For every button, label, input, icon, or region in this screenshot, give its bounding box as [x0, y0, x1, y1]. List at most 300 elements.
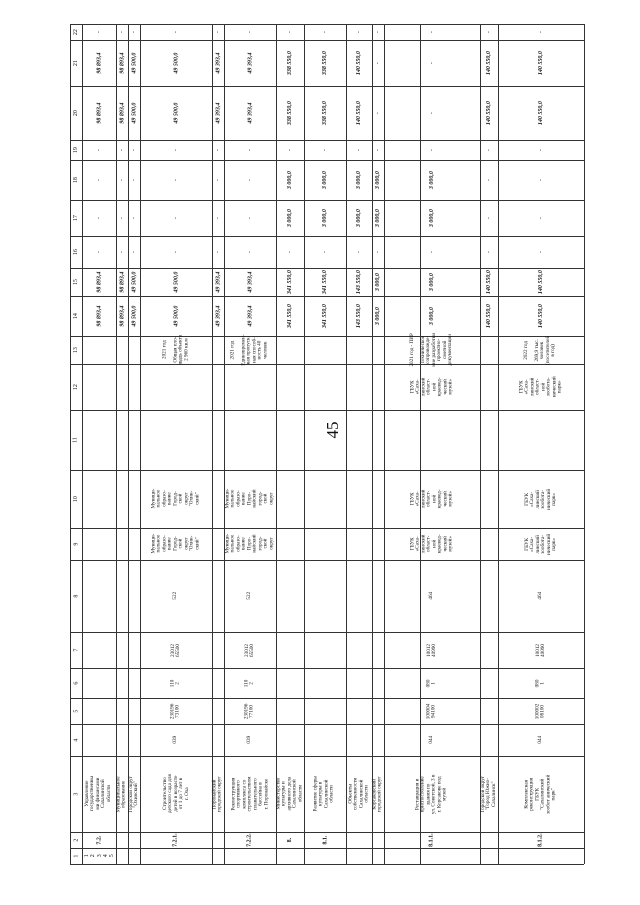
cell-r3-col18 — [128, 160, 140, 200]
cell-r8-col20-text: 338 550,0 — [321, 100, 328, 125]
cell-r1-col2 — [82, 832, 116, 848]
cell-r7-col22 — [276, 24, 304, 40]
cell-r2-col20 — [116, 86, 128, 140]
cell-r13-col7 — [498, 632, 584, 668]
cell-r4-col14 — [140, 296, 212, 336]
cell-r1-col19-text: - — [95, 148, 102, 151]
cell-r3-col22 — [128, 24, 140, 40]
cell-r1-col17 — [82, 200, 116, 236]
column-header-21 — [70, 40, 82, 86]
cell-r11-col12-text: ГБУК «Саха- линский област- ной краевед- ческий музей» — [409, 377, 454, 397]
cell-r8-col16 — [304, 236, 346, 268]
cell-r2-col14 — [116, 296, 128, 336]
cell-r13-col20 — [498, 86, 584, 140]
cell-r13-col15-text: 140 550,0 — [537, 269, 544, 294]
cell-r13-col15 — [498, 268, 584, 296]
cell-r7-col16-text: - — [286, 250, 293, 253]
cell-r10-col17 — [372, 200, 384, 236]
cell-r4-col21 — [140, 40, 212, 86]
cell-r9-col22-text: - — [355, 30, 362, 33]
cell-r4-col10 — [140, 470, 212, 528]
cell-r2-col15-text: 98 893,4 — [118, 271, 125, 293]
cell-r7-col19-text: - — [286, 148, 293, 151]
cell-r12-col16 — [480, 236, 498, 268]
table-row-border — [584, 24, 585, 864]
cell-r11-col16 — [384, 236, 480, 268]
cell-r5-col14-text: 49 393,4 — [214, 305, 221, 327]
cell-r10-col3 — [372, 756, 384, 832]
column-header-15 — [70, 268, 82, 296]
cell-r13-col14 — [498, 296, 584, 336]
cell-r13-col9-text: ГБУК «Саха- линский зообота- нический парк» — [523, 533, 557, 555]
cell-r12-col3-text: Городской округ "Город Южно- Сахалинск" — [479, 775, 497, 813]
cell-r11-col2-text: 8.1.1. — [428, 833, 435, 847]
cell-r5-col22 — [212, 24, 224, 40]
cell-r4-col8 — [140, 560, 212, 632]
cell-r13-col2-text: 8.1.2. — [537, 833, 544, 847]
cell-r7-col20-text: 338 550,0 — [286, 100, 293, 125]
cell-r8-col15-text: 341 550,0 — [321, 269, 328, 294]
cell-r2-col19 — [116, 140, 128, 160]
cell-r10-col19-text: - — [374, 148, 381, 151]
column-header-1 — [70, 848, 82, 864]
cell-r10-col15-text: 3 000,0 — [374, 272, 381, 291]
column-header-14-text: 14 — [72, 312, 79, 319]
cell-r8-col22-text: - — [321, 30, 328, 33]
cell-r13-col3-text: Комплексная реконструкция ГБУК "Сахалинский зообот анический парк" — [523, 774, 557, 814]
cell-r4-col10-text: Муници- пальное образо- вание Город- ской округ "Охин- ский" — [150, 489, 201, 509]
column-header-3-text: 3 — [72, 792, 79, 796]
column-header-5-text: 5 — [72, 709, 79, 713]
cell-r7-col16 — [276, 236, 304, 268]
cell-r10-col17-text: 3 000,0 — [374, 208, 381, 227]
column-header-12-text: 12 — [72, 383, 79, 390]
cell-r7-col15 — [276, 268, 304, 296]
cell-r5-col3-text: Поронайский городской округ — [211, 776, 224, 812]
cell-r3-col14-text: 49 500,0 — [130, 305, 137, 327]
cell-r9-col19-text: - — [355, 148, 362, 151]
cell-r11-col13-text: 2021 год - ПИР Техническое сопровожде- ние разработки проектно- сметной документации — [409, 333, 454, 367]
column-header-11 — [70, 410, 82, 470]
cell-r9-col22 — [346, 24, 372, 40]
cell-r3-col21 — [128, 40, 140, 86]
cell-r11-col17 — [384, 200, 480, 236]
cell-r11-col5-text: 100004 94100 — [425, 703, 437, 719]
cell-r7-col22-text: - — [286, 30, 293, 33]
cell-r1-col22-text: - — [95, 30, 102, 33]
cell-r9-col3-text: Объекты собственности Сахалинской области — [347, 777, 370, 811]
cell-r8-col18-text: 3 000,0 — [321, 170, 328, 189]
cell-r13-col6 — [498, 668, 584, 698]
cell-r11-col22 — [384, 24, 480, 40]
cell-r8-col21 — [304, 40, 346, 86]
cell-r13-col13 — [498, 336, 584, 364]
cell-r13-col2 — [498, 832, 584, 848]
cell-r6-col16 — [224, 236, 276, 268]
cell-r9-col19 — [346, 140, 372, 160]
cell-r7-col17 — [276, 200, 304, 236]
cell-r3-col3-text: Городской округ "Охинский" — [127, 775, 139, 813]
column-header-7 — [70, 632, 82, 668]
cell-r11-col18 — [384, 160, 480, 200]
cell-r6-col15 — [224, 268, 276, 296]
cell-r3-col15-text: 49 500,0 — [130, 271, 137, 293]
cell-r6-col5 — [224, 698, 276, 724]
cell-r5-col16-text: - — [214, 250, 221, 253]
cell-r10-col21 — [372, 40, 384, 86]
cell-r13-col10 — [498, 470, 584, 528]
cell-r11-col7 — [384, 632, 480, 668]
cell-r6-col21 — [224, 40, 276, 86]
cell-r2-col18 — [116, 160, 128, 200]
cell-r10-col20-text: - — [374, 111, 381, 114]
cell-r4-col19 — [140, 140, 212, 160]
cell-r7-col15-text: 341 550,0 — [286, 269, 293, 294]
cell-r7-col19 — [276, 140, 304, 160]
cell-r4-col4 — [140, 724, 212, 756]
cell-r9-col14 — [346, 296, 372, 336]
cell-r8-col14 — [304, 296, 346, 336]
cell-r6-col17-text: - — [246, 216, 253, 219]
cell-r7-col17-text: 3 000,0 — [286, 208, 293, 227]
cell-r12-col15 — [480, 268, 498, 296]
cell-r7-col2 — [276, 832, 304, 848]
cell-r1-col17-text: - — [95, 216, 102, 219]
cell-r6-col8-text: 522 — [246, 592, 253, 600]
cell-r4-col2-text: 7.2.1. — [172, 833, 179, 847]
cell-r4-col18-text: - — [172, 178, 179, 181]
cell-r1-col22 — [82, 24, 116, 40]
cell-r11-col15-text: 3 000,0 — [428, 272, 435, 291]
cell-r1-col15 — [82, 268, 116, 296]
cell-r8-col16-text: - — [321, 250, 328, 253]
cell-r6-col3 — [224, 756, 276, 832]
cell-r3-col16 — [128, 236, 140, 268]
cell-r2-col17-text: - — [118, 216, 125, 219]
cell-r1-col14-text: 98 893,4 — [95, 305, 102, 327]
cell-r3-col16-text: - — [130, 250, 137, 253]
cell-r11-col21-text: - — [428, 61, 435, 64]
cell-r5-col21 — [212, 40, 224, 86]
cell-r2-col22 — [116, 24, 128, 40]
cell-r6-col14-text: 49 393,4 — [246, 305, 253, 327]
cell-r4-col21-text: 49 500,0 — [172, 52, 179, 74]
cell-r13-col21 — [498, 40, 584, 86]
cell-r4-col22-text: - — [172, 30, 179, 33]
cell-r10-col22 — [372, 24, 384, 40]
cell-r6-col7-text: 23012 65500 — [243, 643, 255, 657]
cell-r13-col10-text: ГБУК «Саха- линский зообота- нический парк» — [523, 488, 557, 510]
cell-r11-col13 — [384, 333, 480, 367]
cell-r6-col7 — [224, 632, 276, 668]
cell-r9-col20-text: 140 550,0 — [355, 100, 362, 125]
column-header-12 — [70, 364, 82, 410]
cell-r4-col3 — [140, 756, 212, 832]
cell-r10-col18-text: 3 000,0 — [374, 170, 381, 189]
cell-r6-col20 — [224, 86, 276, 140]
cell-r11-col6-text: 080 1 — [425, 679, 437, 687]
cell-r13-col16 — [498, 236, 584, 268]
cell-r1-col18-text: - — [95, 178, 102, 181]
cell-r11-col19 — [384, 140, 480, 160]
cell-r3-col14 — [128, 296, 140, 336]
cell-r2-col15 — [116, 268, 128, 296]
cell-r6-col6 — [224, 668, 276, 698]
cell-r5-col14 — [212, 296, 224, 336]
cell-r9-col16 — [346, 236, 372, 268]
column-header-18-text: 18 — [72, 176, 79, 183]
cell-r2-col21 — [116, 40, 128, 86]
cell-r6-col20-text: 49 393,4 — [246, 102, 253, 124]
column-header-19 — [70, 140, 82, 160]
cell-r2-col17 — [116, 200, 128, 236]
cell-r13-col16-text: - — [537, 250, 544, 253]
cell-r10-col15 — [372, 268, 384, 296]
column-header-20 — [70, 86, 82, 140]
cell-r10-col3-text: Корсаковский городской округ — [371, 776, 384, 812]
cell-r12-col14-text: 140 550,0 — [485, 303, 492, 328]
cell-r4-col7-text: 23012 65500 — [169, 643, 181, 657]
cell-r3-col17-text: - — [130, 216, 137, 219]
cell-r5-col17 — [212, 200, 224, 236]
column-header-20-text: 20 — [72, 109, 79, 116]
cell-r13-col22-text: - — [537, 30, 544, 33]
cell-r10-col21-text: - — [374, 61, 381, 64]
cell-r6-col13 — [224, 336, 276, 364]
column-header-6-text: 6 — [72, 681, 79, 685]
cell-r4-col16-text: - — [172, 250, 179, 253]
cell-r12-col14 — [480, 296, 498, 336]
cell-r11-col9-text: ГБУК «Саха- линский област- ной краевед- ческий музей» — [409, 534, 454, 554]
cell-r8-col22 — [304, 24, 346, 40]
cell-r11-col14-text: 3 000,0 — [428, 306, 435, 325]
column-header-2 — [70, 832, 82, 848]
cell-r10-col14 — [372, 296, 384, 336]
cell-r2-col22-text: - — [118, 30, 125, 33]
cell-r12-col17-text: - — [485, 216, 492, 219]
cell-r13-col9 — [498, 528, 584, 560]
cell-r8-col17-text: 3 000,0 — [321, 208, 328, 227]
cell-r11-col17-text: 3 000,0 — [428, 208, 435, 227]
cell-r3-col21-text: 49 500,0 — [130, 52, 137, 74]
cell-r5-col15 — [212, 268, 224, 296]
cell-r4-col4-text: 039 — [172, 736, 179, 744]
column-header-7-text: 7 — [72, 648, 79, 652]
cell-r9-col15 — [346, 268, 372, 296]
cell-r12-col21 — [480, 40, 498, 86]
cell-r4-col13-text: 2021 год Общая пло- щадь объекта 2 960 кв.м — [161, 335, 190, 365]
cell-r2-col3-text: Муниципальное образование — [115, 776, 127, 812]
cell-r11-col3 — [384, 756, 480, 832]
cell-r12-col21-text: 140 550,0 — [485, 50, 492, 75]
cell-r6-col4 — [224, 724, 276, 756]
cell-r7-col21 — [276, 40, 304, 86]
cell-r11-col8 — [384, 560, 480, 632]
cell-r11-col20 — [384, 86, 480, 140]
cell-r1-col15-text: 98 893,4 — [95, 271, 102, 293]
cell-r9-col16-text: - — [355, 250, 362, 253]
column-header-13 — [70, 336, 82, 364]
cell-r9-col14-text: 143 550,0 — [355, 303, 362, 328]
cell-r4-col5 — [140, 698, 212, 724]
page-number: 45 — [323, 421, 342, 439]
cell-r7-col2-text: 8. — [286, 837, 293, 843]
column-header-6 — [70, 668, 82, 698]
cell-r3-col18-text: - — [130, 178, 137, 181]
cell-r12-col18-text: - — [485, 178, 492, 181]
cell-r5-col20-text: 49 393,4 — [214, 102, 221, 124]
cell-r1-col1 — [82, 848, 116, 864]
cell-r1-col20-text: 98 893,4 — [95, 102, 102, 124]
cell-r4-col14-text: 49 500,0 — [172, 305, 179, 327]
column-header-16 — [70, 236, 82, 268]
cell-r5-col19-text: - — [214, 148, 221, 151]
cell-r11-col16-text: - — [428, 250, 435, 253]
cell-r5-col19 — [212, 140, 224, 160]
cell-r11-col22-text: - — [428, 30, 435, 33]
cell-r13-col17 — [498, 200, 584, 236]
cell-r10-col16-text: - — [374, 250, 381, 253]
column-header-19-text: 19 — [72, 146, 79, 153]
cell-r10-col14-text: 3 000,0 — [374, 306, 381, 325]
cell-r3-col20-text: 49 500,0 — [130, 102, 137, 124]
cell-r8-col21-text: 338 550,0 — [321, 50, 328, 75]
cell-r2-col3 — [116, 756, 128, 832]
cell-r6-col18 — [224, 160, 276, 200]
cell-r11-col4-text: 044 — [428, 736, 435, 744]
column-header-14 — [70, 296, 82, 336]
cell-r8-col19-text: - — [321, 148, 328, 151]
cell-r2-col20-text: 98 893,4 — [118, 102, 125, 124]
cell-r12-col20 — [480, 86, 498, 140]
column-header-21-text: 21 — [72, 59, 79, 66]
cell-r3-col15 — [128, 268, 140, 296]
cell-r7-col21-text: 338 550,0 — [286, 50, 293, 75]
cell-r2-col21-text: 98 893,4 — [118, 52, 125, 74]
cell-r9-col21 — [346, 40, 372, 86]
cell-r11-col10-text: ГБУК «Саха- линский област- ной краевед- ческий музей» — [409, 489, 454, 509]
cell-r8-col2 — [304, 832, 346, 848]
cell-r6-col9 — [224, 528, 276, 560]
cell-r3-col3 — [128, 756, 140, 832]
cell-r12-col22-text: - — [485, 30, 492, 33]
cell-r8-col3-text: Развитие сферы культуры в Сахалинской области — [313, 776, 336, 812]
cell-r4-col8-text: 522 — [172, 592, 179, 600]
cell-r11-col7-text: 10012 40990 — [425, 643, 437, 657]
cell-r6-col3-text: Реконструкция спортивного комплекса со строительством плавательного бассейна в г. Поронайске — [229, 776, 269, 812]
cell-r1-col20 — [82, 86, 116, 140]
column-header-2-text: 2 — [72, 838, 79, 842]
cell-r8-col14-text: 341 550,0 — [321, 303, 328, 328]
cell-r13-col21-text: 140 550,0 — [537, 50, 544, 75]
cell-r12-col15-text: 140 550,0 — [485, 269, 492, 294]
cell-r5-col20 — [212, 86, 224, 140]
cell-r6-col16-text: - — [246, 250, 253, 253]
column-header-13-text: 13 — [72, 346, 79, 353]
cell-r6-col19-text: - — [246, 148, 253, 151]
cell-r5-col21-text: 49 393,4 — [214, 52, 221, 74]
column-header-8-text: 8 — [72, 594, 79, 598]
cell-r4-col2 — [140, 832, 212, 848]
cell-r1-col16 — [82, 236, 116, 268]
cell-r6-col19 — [224, 140, 276, 160]
cell-r10-col16 — [372, 236, 384, 268]
cell-r6-col8 — [224, 560, 276, 632]
cell-r13-col18-text: - — [537, 178, 544, 181]
cell-r10-col22-text: - — [374, 30, 381, 33]
cell-r3-col19-text: - — [130, 148, 137, 151]
cell-r4-col20-text: 49 500,0 — [172, 102, 179, 124]
cell-r5-col18-text: - — [214, 178, 221, 181]
cell-r13-col8 — [498, 560, 584, 632]
cell-r7-col14-text: 341 550,0 — [286, 303, 293, 328]
cell-r8-col3 — [304, 756, 346, 832]
cell-r13-col6-text: 080 1 — [534, 679, 546, 687]
cell-r13-col12 — [498, 364, 584, 410]
cell-r6-col6-text: 110 2 — [243, 679, 255, 687]
cell-r12-col19-text: - — [485, 148, 492, 151]
cell-r1-col3-text: Управление государственны ми финансами Сахалинской области — [84, 776, 113, 812]
cell-r7-col18 — [276, 160, 304, 200]
cell-r6-col13-text: 2021 год Единовремен- ная пропуск- ная способ- ность 40 человек — [229, 334, 269, 366]
column-header-22-text: 22 — [72, 28, 79, 35]
cell-r13-col22 — [498, 24, 584, 40]
cell-r13-col19-text: - — [537, 148, 544, 151]
cell-r4-col15 — [140, 268, 212, 296]
cell-r4-col5-text: 230196 73100 — [169, 703, 181, 719]
cell-r12-col22 — [480, 24, 498, 40]
column-header-10 — [70, 470, 82, 528]
column-header-17 — [70, 200, 82, 236]
cell-r1-col21-text: 98 893,4 — [95, 52, 102, 74]
cell-r8-col15 — [304, 268, 346, 296]
cell-r12-col18 — [480, 160, 498, 200]
cell-r11-col15 — [384, 268, 480, 296]
cell-r9-col17 — [346, 200, 372, 236]
cell-r1-col1-text: 1 2 3 4 5 — [83, 854, 115, 858]
cell-r12-col17 — [480, 200, 498, 236]
cell-r3-col17 — [128, 200, 140, 236]
cell-r12-col3 — [480, 756, 498, 832]
cell-r4-col13 — [140, 336, 212, 364]
cell-r1-col2-text: 7.2. — [95, 835, 102, 845]
cell-r13-col5-text: 100002 08100 — [534, 703, 546, 719]
cell-r7-col3-text: Министерство культуры и архивного дела Сахалинской области — [275, 777, 304, 811]
cell-r13-col18 — [498, 160, 584, 200]
cell-r13-col8-text: 464 — [537, 592, 544, 600]
cell-r4-col9-text: Муници- пальное образо- вание Город- ской округ "Охин- ский" — [150, 534, 201, 554]
cell-r11-col4 — [384, 724, 480, 756]
cell-r13-col17-text: - — [537, 216, 544, 219]
cell-r6-col9-text: Муници- пальное образо- вание Поро- найский город- ской округ — [224, 534, 275, 554]
column-header-10-text: 10 — [72, 495, 79, 502]
cell-r5-col3 — [212, 756, 224, 832]
column-header-8 — [70, 560, 82, 632]
cell-r11-col18-text: 3 000,0 — [428, 170, 435, 189]
cell-r2-col16 — [116, 236, 128, 268]
cell-r6-col18-text: - — [246, 178, 253, 181]
cell-r10-col19 — [372, 140, 384, 160]
cell-r7-col14 — [276, 296, 304, 336]
column-header-1-text: 1 — [72, 854, 79, 858]
cell-r9-col20 — [346, 86, 372, 140]
cell-r9-col18 — [346, 160, 372, 200]
cell-r4-col17-text: - — [172, 216, 179, 219]
cell-r7-col18-text: 3 000,0 — [286, 170, 293, 189]
column-header-4-text: 4 — [72, 738, 79, 742]
cell-r8-col2-text: 8.1. — [321, 835, 328, 845]
cell-r13-col7-text: 10012 40090 — [534, 643, 546, 657]
